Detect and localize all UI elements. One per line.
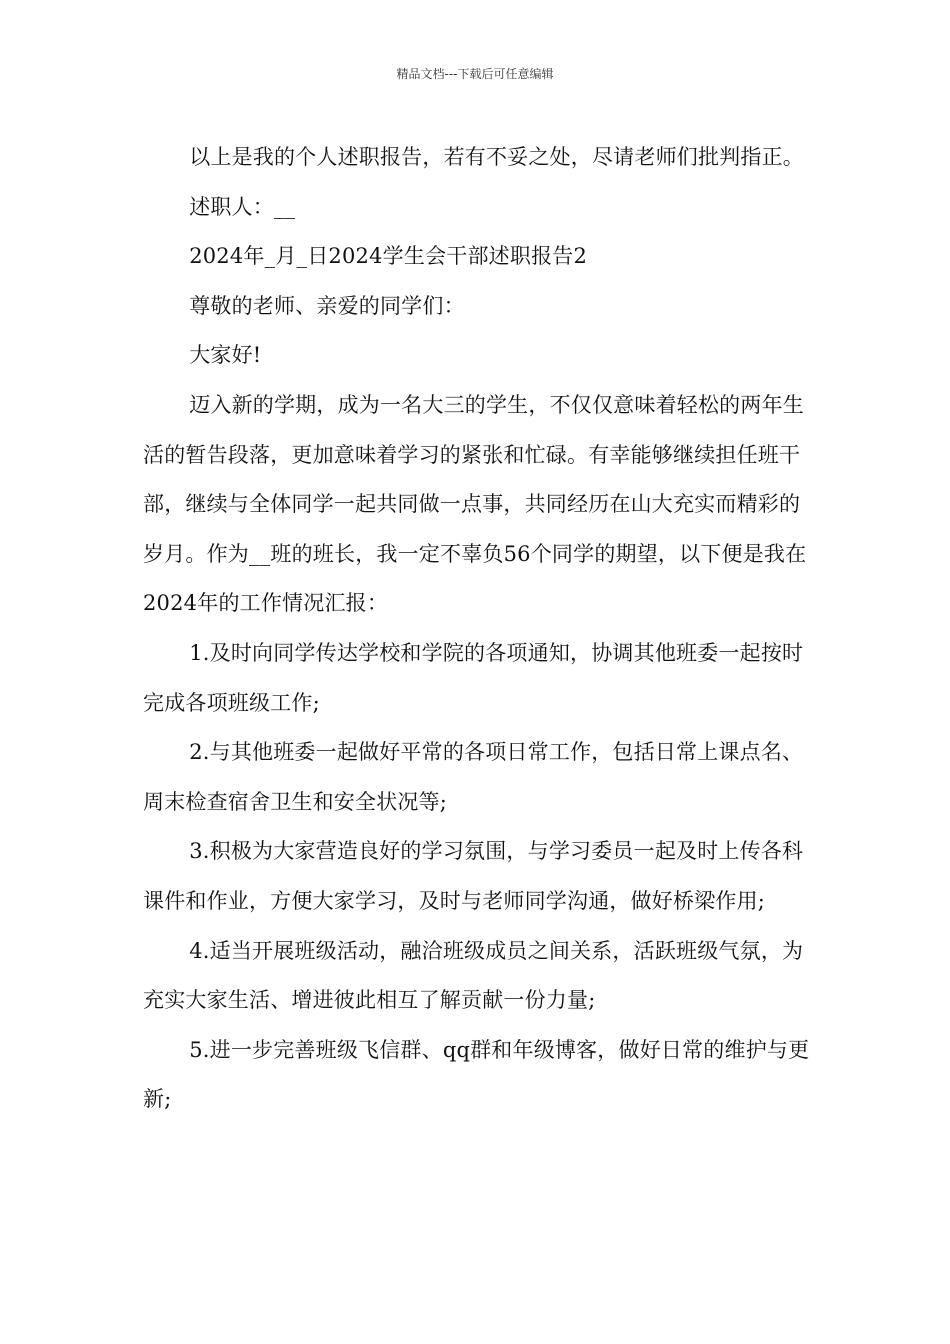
- list-item-2: 2.与其他班委一起做好平常的各项日常工作，包括日常上课点名、周末检查宿舍卫生和安全状况等;: [143, 740, 804, 814]
- greeting: 大家好!: [189, 343, 262, 368]
- list-item-4: 4.适当开展班级活动，融洽班级成员之间关系，活跃班级气氛，为充实大家生活、增进彼此相互了解贡献一份力量;: [143, 938, 804, 1013]
- list-item-3: 3.积极为大家营造良好的学习氛围，与学习委员一起及时上传各科课件和作业，方便大家学习，及时与老师同学沟通，做好桥梁作用;: [143, 839, 804, 913]
- signature-line: 述职人：__: [189, 194, 296, 219]
- list-item-5: 5.进一步完善班级飞信群、qq群和年级博客，做好日常的维护与更新;: [143, 1037, 810, 1112]
- date-title-line: 2024年_月_日2024学生会干部述职报告2: [189, 244, 588, 269]
- page-header: 精品文档---下载后可任意编辑: [396, 67, 554, 81]
- document-body: [143, 133, 813, 1125]
- intro-paragraph: 迈入新的学期，成为一名大三的学生，不仅仅意味着轻松的两年生活的暂告段落，更加意味着学习的紧张和忙碌。有幸能够继续担任班干部，继续与全体同学一起共同做一点事，共同经历在山大充实而精彩的岁月。作为__班的班长，我一定不辜负56个同学的期望，以下便是我在2024年的工作情况汇报：: [143, 392, 807, 616]
- list-item-1: 1.及时向同学传达学校和学院的各项通知，协调其他班委一起按时完成各项班级工作;: [143, 640, 804, 715]
- salutation: 尊敬的老师、亲爱的同学们：: [189, 293, 465, 318]
- closing-paragraph: 以上是我的个人述职报告，若有不妥之处，尽请老师们批判指正。: [189, 145, 804, 169]
